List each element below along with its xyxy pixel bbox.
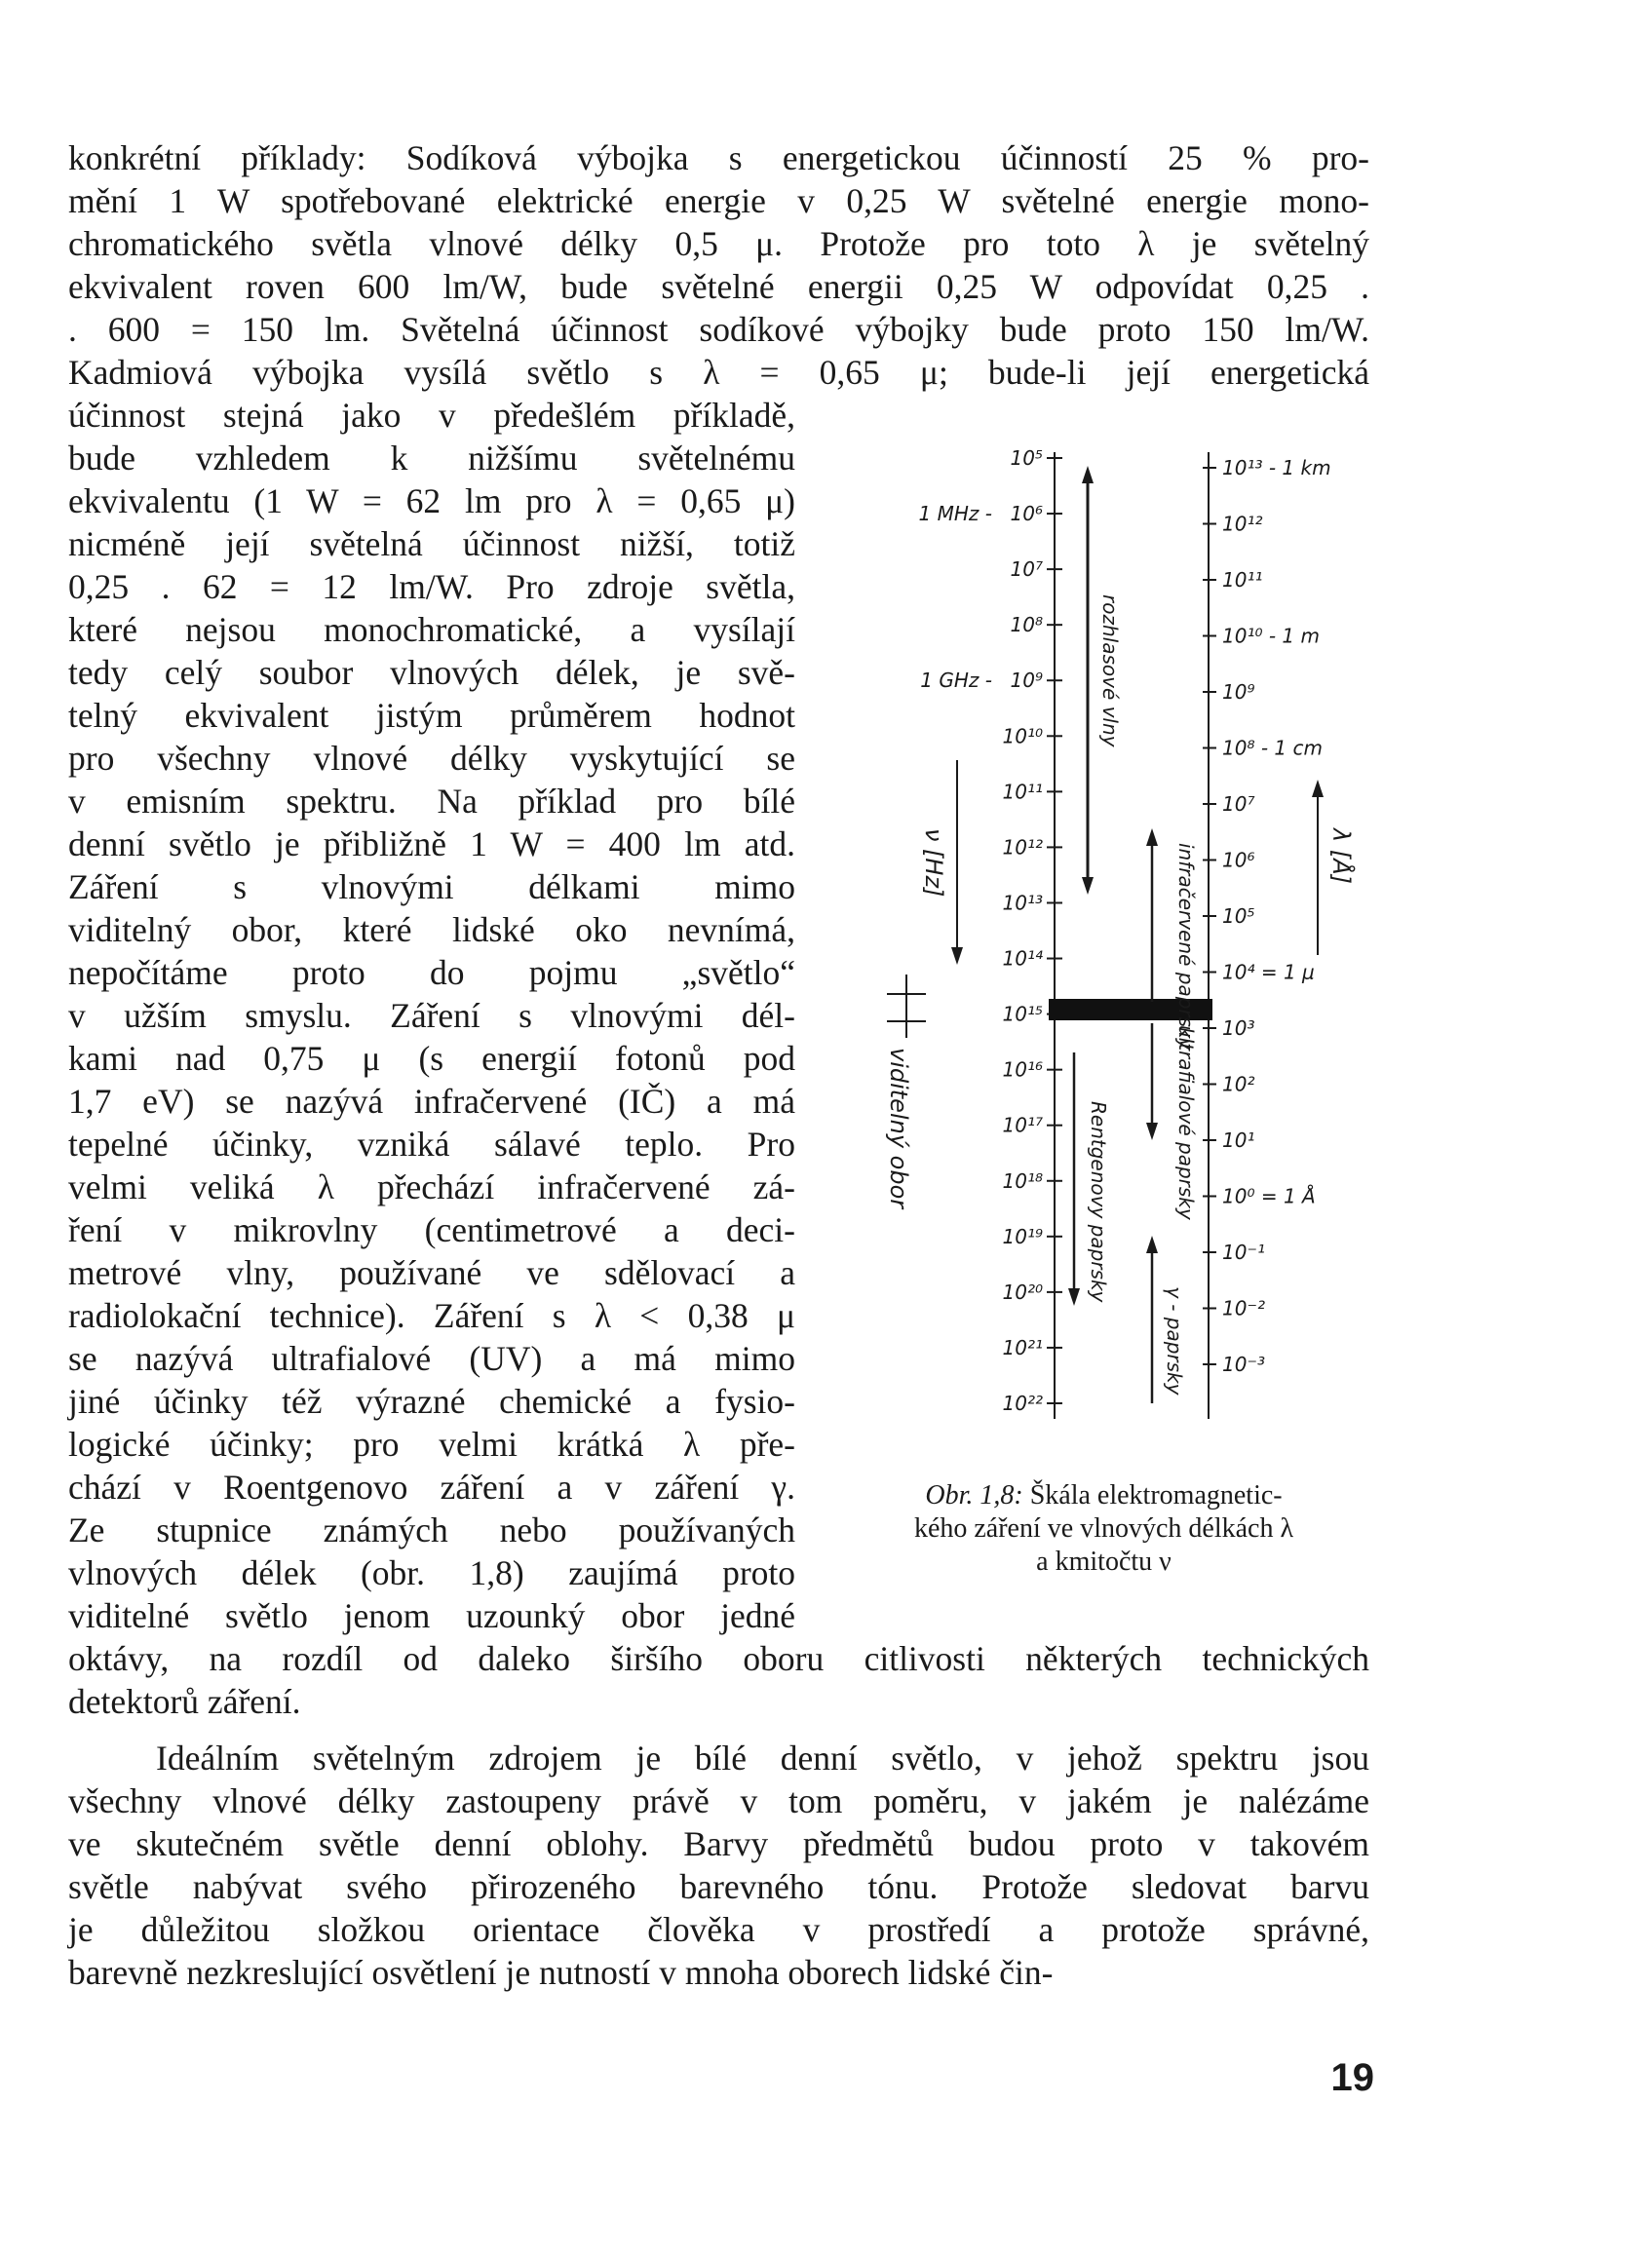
wavelength-tick-label: 10¹ <box>1222 1128 1255 1152</box>
frequency-tick-label: 10¹² <box>1002 835 1043 860</box>
text-line: telný ekvivalent jistým průměrem hodnot <box>68 696 795 735</box>
wavelength-tick-label: 10³ <box>1222 1016 1255 1040</box>
text-line: chází v Roentgenovo záření a v záření γ. <box>68 1468 795 1507</box>
frequency-tick-label: 10¹⁸ <box>1002 1168 1043 1193</box>
text-line: . 600 = 150 lm. Světelná účinnost sodíkové výbojky bude proto 150 lm/W. <box>68 310 1369 349</box>
band-uv-label: ultrafialové paprsky <box>1174 1025 1198 1220</box>
text-line: chromatického světla vlnové délky 0,5 μ. Protože pro toto λ je světelný <box>68 224 1369 263</box>
frequency-tick-label: 10⁸ <box>1010 613 1043 637</box>
text-line: logické účinky; pro velmi krátká λ pře- <box>68 1425 795 1464</box>
text-line: 0,25 . 62 = 12 lm/W. Pro zdroje světla, <box>68 567 795 606</box>
wavelength-ticks <box>1203 456 1331 1376</box>
axis-lambda-label: λ [Å] <box>1327 828 1355 884</box>
band-visible-label: viditelný obor <box>885 1048 912 1209</box>
frequency-ticks <box>919 446 1062 1415</box>
frequency-tick-label: 10¹⁶ <box>1002 1057 1043 1082</box>
figure-caption-label: Obr. 1,8: <box>925 1480 1023 1510</box>
text-line: detektorů záření. <box>68 1682 301 1721</box>
text-line: metrové vlny, používané ve sdělovací a <box>68 1253 795 1292</box>
wavelength-tick-label: 10⁴ = 1 μ <box>1222 960 1315 984</box>
nu-arrow-head <box>951 947 963 965</box>
wavelength-tick-label: 10⁰ = 1 Å <box>1222 1184 1316 1208</box>
text-line: účinnost stejná jako v předešlém příkladě, <box>68 396 795 435</box>
wavelength-tick-label: 10¹⁰ - 1 m <box>1222 624 1320 648</box>
figure-caption-1 <box>828 1479 1379 1512</box>
text-line: nicméně její světelná účinnost nižší, totiž <box>68 524 795 563</box>
frequency-tick-label: 10⁵ <box>1010 446 1043 470</box>
band-xray-label: Rentgenovy paprsky <box>1087 1101 1110 1303</box>
frequency-tick-label: 10¹⁰ <box>1002 724 1043 748</box>
frequency-tick-label: 10²⁰ <box>1002 1280 1043 1304</box>
frequency-tick-label: 10¹³ <box>1002 891 1043 915</box>
text-line: pro všechny vlnové délky vyskytující se <box>68 739 795 778</box>
frequency-marker: 1 MHz - <box>918 502 992 526</box>
radio-arrow-head-up <box>1082 466 1094 483</box>
page-number: 19 <box>1330 2056 1374 2099</box>
text-line: vlnových délek (obr. 1,8) zaujímá proto <box>68 1553 795 1592</box>
wavelength-tick-label: 10⁸ - 1 cm <box>1222 736 1323 760</box>
figure-caption-2: kého záření ve vlnových délkách λ <box>913 1513 1294 1544</box>
text-line: v užším smyslu. Záření s vlnovými dél- <box>68 996 795 1035</box>
text-line: jiné účinky též výrazné chemické a fysio- <box>68 1382 795 1421</box>
xray-arrow-head <box>1068 1288 1080 1306</box>
text-line: 1,7 eV) se nazývá infračervené (IČ) a má <box>68 1082 795 1121</box>
wavelength-tick-label: 10⁹ <box>1222 680 1255 704</box>
frequency-tick-label: 10⁶ <box>1010 502 1043 526</box>
text-line: které nejsou monochromatické, a vysílají <box>68 610 795 649</box>
frequency-tick-label: 10²¹ <box>1002 1335 1043 1359</box>
axis-nu-label: ν [Hz] <box>920 828 947 898</box>
figure-caption-3: a kmitočtu ν <box>1036 1547 1172 1577</box>
text-line: tedy celý soubor vlnových délek, je svě- <box>68 653 795 692</box>
text-line: ekvivalentu (1 W = 62 lm pro λ = 0,65 μ) <box>68 481 795 520</box>
text-line: ve skutečném světle denní oblohy. Barvy předmětů budou proto v takovém <box>68 1824 1369 1863</box>
text-line: všechny vlnové délky zastoupeny právě v tom poměru, v jakém je nalézáme <box>68 1781 1369 1820</box>
text-line: je důležitou složkou orientace člověka v prostředí a protože správné, <box>68 1910 1369 1949</box>
wavelength-tick-label: 10⁻³ <box>1222 1353 1266 1376</box>
band-gamma-label: γ - paprsky <box>1163 1286 1186 1396</box>
text-line: Ze stupnice známých nebo používaných <box>68 1510 795 1549</box>
frequency-tick-label: 10¹¹ <box>1002 780 1043 804</box>
text-line: se nazývá ultrafialové (UV) a má mimo <box>68 1339 795 1378</box>
wavelength-tick-label: 10⁻¹ <box>1222 1241 1266 1264</box>
text-line: tepelné účinky, vzniká sálavé teplo. Pro <box>68 1125 795 1164</box>
wavelength-tick-label: 10¹³ - 1 km <box>1222 456 1331 479</box>
text-line: viditelný obor, které lidské oko nevnímá, <box>68 910 795 949</box>
spectrum-scale-svg <box>848 429 1384 1442</box>
wavelength-tick-label: 10⁷ <box>1222 792 1255 816</box>
frequency-tick-label: 10¹⁷ <box>1002 1113 1043 1137</box>
wavelength-tick-label: 10⁶ <box>1222 848 1255 872</box>
frequency-tick-label: 10⁹ <box>1010 669 1043 693</box>
uv-arrow-head <box>1146 1123 1158 1140</box>
text-line: bude vzhledem k nižšímu světelnému <box>68 439 795 478</box>
frequency-tick-label: 10¹⁵ <box>1002 1002 1043 1026</box>
text-line: v emisním spektru. Na příklad pro bílé <box>68 782 795 821</box>
frequency-tick-label: 10¹⁹ <box>1002 1224 1043 1248</box>
band-ir-label: infračervené paprsky <box>1174 843 1198 1051</box>
band-radio-label: rozhlasové vlny <box>1098 594 1122 747</box>
text-line: oktávy, na rozdíl od daleko širšího oboru citlivosti některých technických <box>68 1639 1369 1678</box>
text-line: konkrétní příklady: Sodíková výbojka s energetickou účinností 25 % pro- <box>68 138 1369 177</box>
frequency-tick-label: 10⁷ <box>1010 557 1043 582</box>
frequency-tick-label: 10²² <box>1002 1392 1043 1415</box>
text-line: nepočítáme proto do pojmu „světlo“ <box>68 953 795 992</box>
ir-arrow-head <box>1146 828 1158 846</box>
wavelength-tick-label: 10⁵ <box>1222 904 1255 928</box>
text-line: ekvivalent roven 600 lm/W, bude světelné energii 0,25 W odpovídat 0,25 . <box>68 267 1369 306</box>
text-line: barevně nezkreslující osvětlení je nutností v mnoha oborech lidské čin- <box>68 1953 1054 1992</box>
text-line: viditelné světlo jenom uzounký obor jedné <box>68 1596 795 1635</box>
frequency-marker: 1 GHz - <box>920 669 992 693</box>
em-spectrum-figure <box>848 429 1384 1442</box>
text-line: Ideálním světelným zdrojem je bílé denní světlo, v jehož spektru jsou <box>156 1739 1369 1778</box>
wavelength-tick-label: 10⁻² <box>1222 1296 1266 1320</box>
text-line: Kadmiová výbojka vysílá světlo s λ = 0,65 μ; bude-li její energetická <box>68 353 1369 392</box>
wavelength-tick-label: 10¹² <box>1222 512 1263 536</box>
text-line: denní světlo je přibližně 1 W = 400 lm atd. <box>68 824 795 863</box>
wavelength-tick-label: 10² <box>1222 1072 1255 1096</box>
text-line: kami nad 0,75 μ (s energií fotonů pod <box>68 1039 795 1078</box>
gamma-arrow-head <box>1146 1236 1158 1253</box>
lambda-arrow-head <box>1312 780 1324 797</box>
radio-arrow-head-down <box>1082 877 1094 895</box>
text-line: světle nabývat svého přirozeného barevného tónu. Protože sledovat barvu <box>68 1867 1369 1906</box>
frequency-tick-label: 10¹⁴ <box>1002 946 1043 971</box>
text-line: mění 1 W spotřebované elektrické energie v 0,25 W světelné energie mono- <box>68 181 1369 220</box>
wavelength-tick-label: 10¹¹ <box>1222 568 1263 592</box>
text-line: radiolokační technice). Záření s λ < 0,38 μ <box>68 1296 795 1335</box>
text-line: ření v mikrovlny (centimetrové a deci- <box>68 1210 795 1249</box>
text-line: Záření s vlnovými délkami mimo <box>68 867 795 906</box>
figure-caption-text-1: Škála elektromagnetic- <box>1029 1480 1283 1510</box>
text-line: velmi veliká λ přechází infračervené zá- <box>68 1167 795 1206</box>
